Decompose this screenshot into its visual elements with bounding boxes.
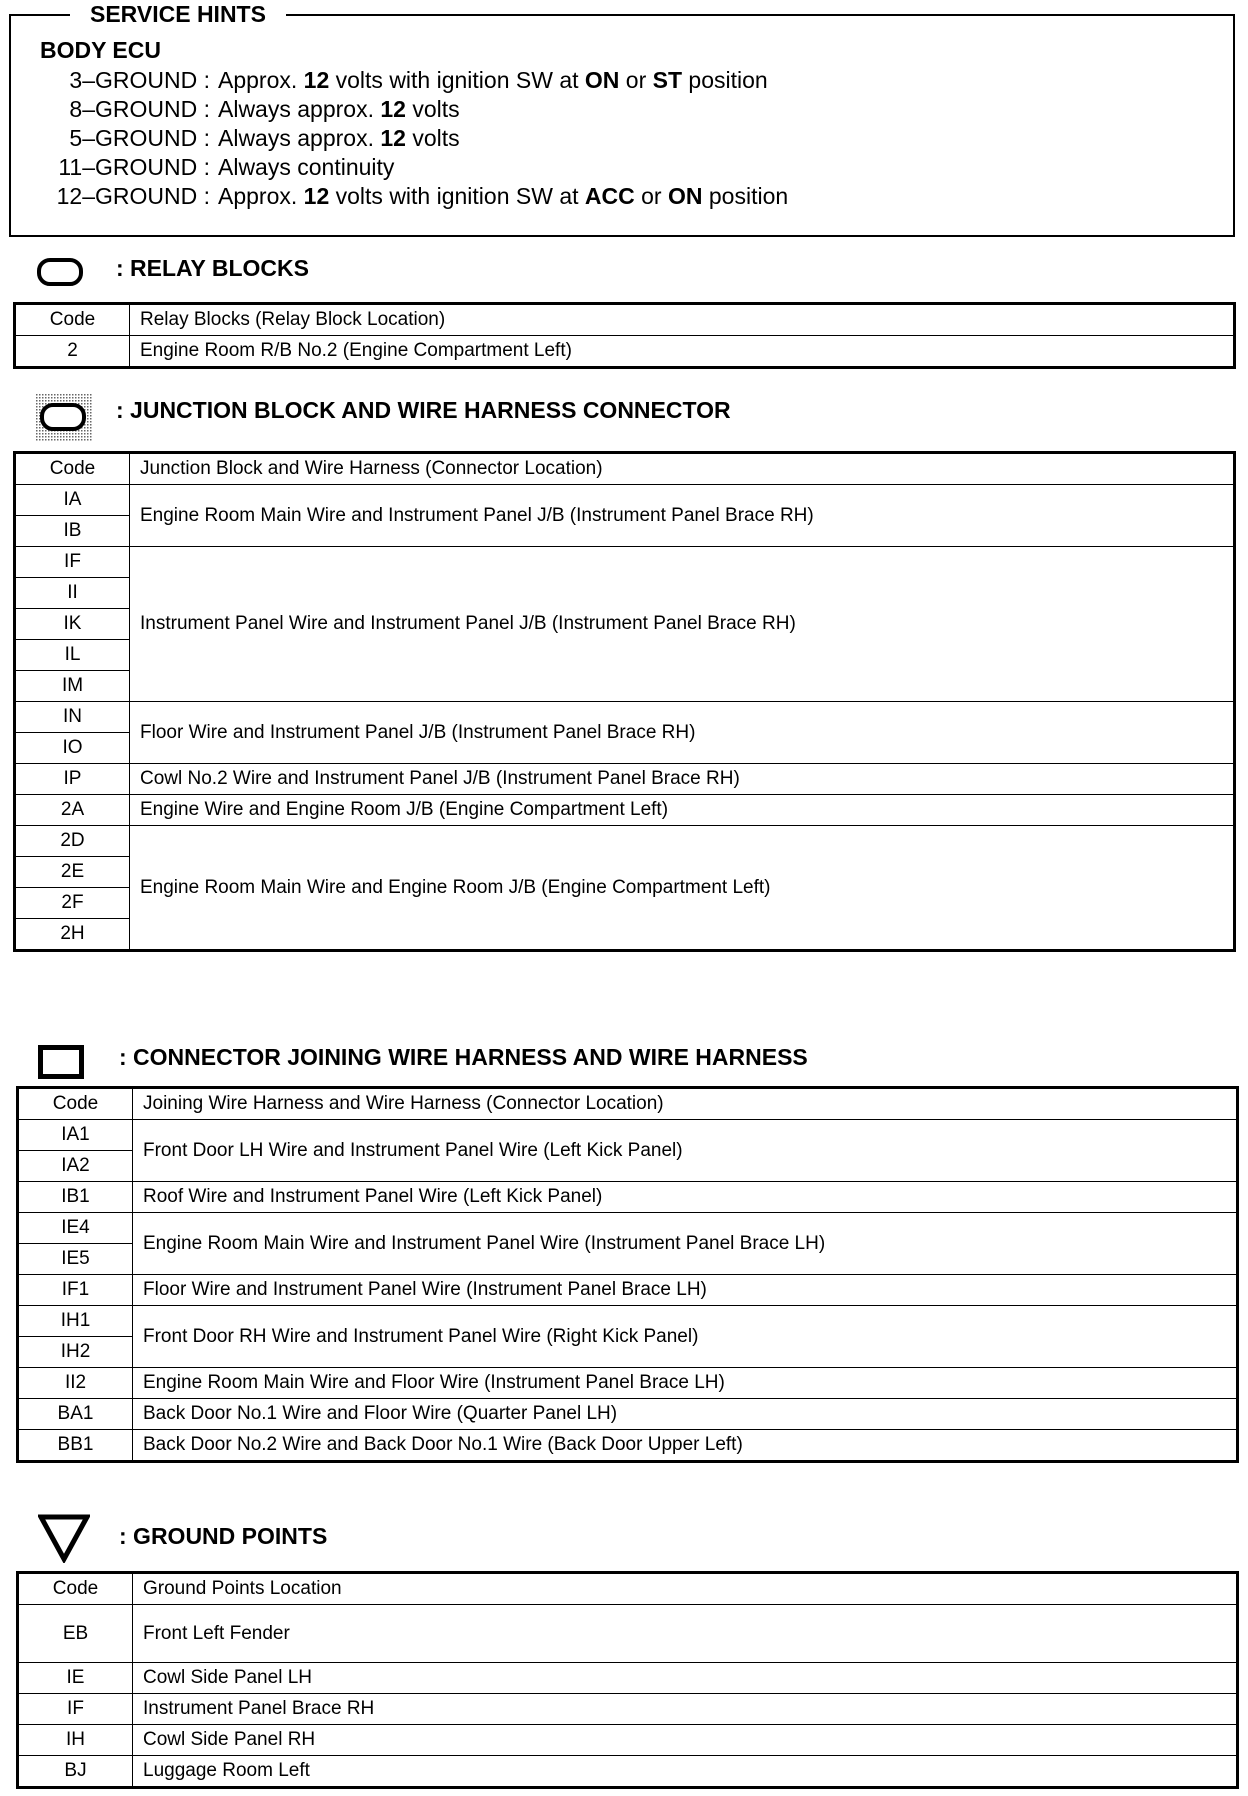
- hint-pin-label: 5–GROUND :: [69, 125, 210, 151]
- code-cell: 2H: [15, 919, 130, 951]
- code-cell: II: [15, 578, 130, 609]
- table-row: [18, 1756, 1238, 1788]
- location-cell: Instrument Panel Wire and Instrument Panel J/B (Instrument Panel Brace RH): [130, 547, 1235, 702]
- location-cell: Cowl Side Panel LH: [133, 1663, 1238, 1694]
- location-cell: Engine Room Main Wire and Engine Room J/B (Engine Compartment Left): [130, 826, 1235, 951]
- code-column-header: Code: [15, 453, 130, 485]
- code-cell: 2A: [15, 795, 130, 826]
- hint-pin-label: 8–GROUND :: [69, 96, 210, 122]
- code-cell: BB1: [18, 1430, 133, 1462]
- hint-description: Always approx. 12 volts: [218, 96, 460, 122]
- location-column-header: Joining Wire Harness and Wire Harness (Connector Location): [133, 1088, 1238, 1120]
- code-cell: IK: [15, 609, 130, 640]
- location-cell: Engine Wire and Engine Room J/B (Engine Compartment Left): [130, 795, 1235, 826]
- code-column-header: Code: [15, 304, 130, 336]
- code-cell: IA: [15, 485, 130, 516]
- table-header-row: [15, 453, 1235, 485]
- code-cell: IF1: [18, 1275, 133, 1306]
- location-cell: Floor Wire and Instrument Panel Wire (Instrument Panel Brace LH): [133, 1275, 1238, 1306]
- table-row: [15, 826, 1235, 857]
- hint-pin-label: 3–GROUND :: [69, 67, 210, 93]
- hint-line: [0, 153, 1248, 182]
- code-cell: 2D: [15, 826, 130, 857]
- code-cell: BA1: [18, 1399, 133, 1430]
- location-cell: Cowl Side Panel RH: [133, 1725, 1238, 1756]
- location-column-header: Junction Block and Wire Harness (Connector Location): [130, 453, 1235, 485]
- relay-block-symbol-icon: [36, 256, 84, 288]
- code-cell: IB1: [18, 1182, 133, 1213]
- table-row: [18, 1605, 1238, 1663]
- code-column-header: Code: [18, 1573, 133, 1605]
- code-cell: EB: [18, 1605, 133, 1663]
- code-cell: 2F: [15, 888, 130, 919]
- code-cell: 2: [15, 336, 130, 368]
- code-cell: IF: [15, 547, 130, 578]
- location-cell: Engine Room Main Wire and Instrument Panel J/B (Instrument Panel Brace RH): [130, 485, 1235, 547]
- body-ecu-subtitle: BODY ECU: [40, 37, 161, 63]
- location-cell: Back Door No.2 Wire and Back Door No.1 Wire (Back Door Upper Left): [133, 1430, 1238, 1462]
- code-cell: IO: [15, 733, 130, 764]
- table-row: [15, 336, 1235, 368]
- table-row: [15, 485, 1235, 516]
- table-header-row: [15, 304, 1235, 336]
- hint-pin-label: 12–GROUND :: [56, 183, 210, 209]
- code-cell: IH: [18, 1725, 133, 1756]
- code-cell: IA2: [18, 1151, 133, 1182]
- code-cell: IL: [15, 640, 130, 671]
- ground-point-triangle-icon: [38, 1513, 90, 1563]
- location-cell: Engine Room Main Wire and Floor Wire (Instrument Panel Brace LH): [133, 1368, 1238, 1399]
- ground-points-heading: : GROUND POINTS: [119, 1523, 328, 1549]
- code-cell: IE: [18, 1663, 133, 1694]
- location-cell: Instrument Panel Brace RH: [133, 1694, 1238, 1725]
- table-row: [18, 1430, 1238, 1462]
- hint-pin-label: 11–GROUND :: [58, 154, 210, 180]
- code-cell: IN: [15, 702, 130, 733]
- location-cell: Engine Room Main Wire and Instrument Panel Wire (Instrument Panel Brace LH): [133, 1213, 1238, 1275]
- location-cell: Front Left Fender: [133, 1605, 1238, 1663]
- table-row: [18, 1275, 1238, 1306]
- code-cell: IF: [18, 1694, 133, 1725]
- code-cell: 2E: [15, 857, 130, 888]
- hint-line: [0, 95, 1248, 124]
- code-cell: IE5: [18, 1244, 133, 1275]
- hint-line: [0, 182, 1248, 211]
- table-row: [18, 1725, 1238, 1756]
- code-cell: IP: [15, 764, 130, 795]
- location-cell: Luggage Room Left: [133, 1756, 1238, 1788]
- hint-description: Always continuity: [218, 154, 395, 180]
- code-cell: BJ: [18, 1756, 133, 1788]
- junction-block-table: [13, 451, 1236, 952]
- hint-description: Approx. 12 volts with ignition SW at ACC or ON position: [218, 183, 789, 209]
- connector-table: [16, 1086, 1239, 1463]
- location-cell: Cowl No.2 Wire and Instrument Panel J/B (Instrument Panel Brace RH): [130, 764, 1235, 795]
- junction-block-heading: : JUNCTION BLOCK AND WIRE HARNESS CONNECTOR: [116, 397, 731, 423]
- code-cell: IB: [15, 516, 130, 547]
- table-header-row: [18, 1573, 1238, 1605]
- location-cell: Front Door LH Wire and Instrument Panel Wire (Left Kick Panel): [133, 1120, 1238, 1182]
- code-cell: IH2: [18, 1337, 133, 1368]
- table-row: [18, 1399, 1238, 1430]
- location-cell: Front Door RH Wire and Instrument Panel Wire (Right Kick Panel): [133, 1306, 1238, 1368]
- table-row: [18, 1213, 1238, 1244]
- code-cell: II2: [18, 1368, 133, 1399]
- connector-heading: : CONNECTOR JOINING WIRE HARNESS AND WIRE HARNESS: [119, 1044, 808, 1070]
- hint-description: Approx. 12 volts with ignition SW at ON or ST position: [218, 67, 768, 93]
- junction-block-symbol-icon: [36, 394, 92, 442]
- table-row: [18, 1663, 1238, 1694]
- table-row: [15, 702, 1235, 733]
- location-cell: Floor Wire and Instrument Panel J/B (Instrument Panel Brace RH): [130, 702, 1235, 764]
- hint-description: Always approx. 12 volts: [218, 125, 460, 151]
- code-cell: IE4: [18, 1213, 133, 1244]
- code-column-header: Code: [18, 1088, 133, 1120]
- code-cell: IM: [15, 671, 130, 702]
- code-cell: IA1: [18, 1120, 133, 1151]
- relay-blocks-heading: : RELAY BLOCKS: [116, 255, 309, 281]
- hint-line: [0, 66, 1248, 95]
- table-row: [15, 764, 1235, 795]
- table-row: [18, 1306, 1238, 1337]
- table-row: [15, 547, 1235, 578]
- table-header-row: [18, 1088, 1238, 1120]
- ground-points-table: [16, 1571, 1239, 1789]
- location-cell: Roof Wire and Instrument Panel Wire (Left Kick Panel): [133, 1182, 1238, 1213]
- connector-symbol-icon: [38, 1045, 84, 1079]
- table-row: [18, 1182, 1238, 1213]
- table-row: [18, 1120, 1238, 1151]
- table-row: [15, 795, 1235, 826]
- relay-blocks-table: [13, 302, 1236, 369]
- hint-line: [0, 124, 1248, 153]
- code-cell: IH1: [18, 1306, 133, 1337]
- table-row: [18, 1694, 1238, 1725]
- location-column-header: Relay Blocks (Relay Block Location): [130, 304, 1235, 336]
- location-cell: Back Door No.1 Wire and Floor Wire (Quarter Panel LH): [133, 1399, 1238, 1430]
- location-cell: Engine Room R/B No.2 (Engine Compartment Left): [130, 336, 1235, 368]
- location-column-header: Ground Points Location: [133, 1573, 1238, 1605]
- service-hints-title: SERVICE HINTS: [70, 0, 286, 28]
- table-row: [18, 1368, 1238, 1399]
